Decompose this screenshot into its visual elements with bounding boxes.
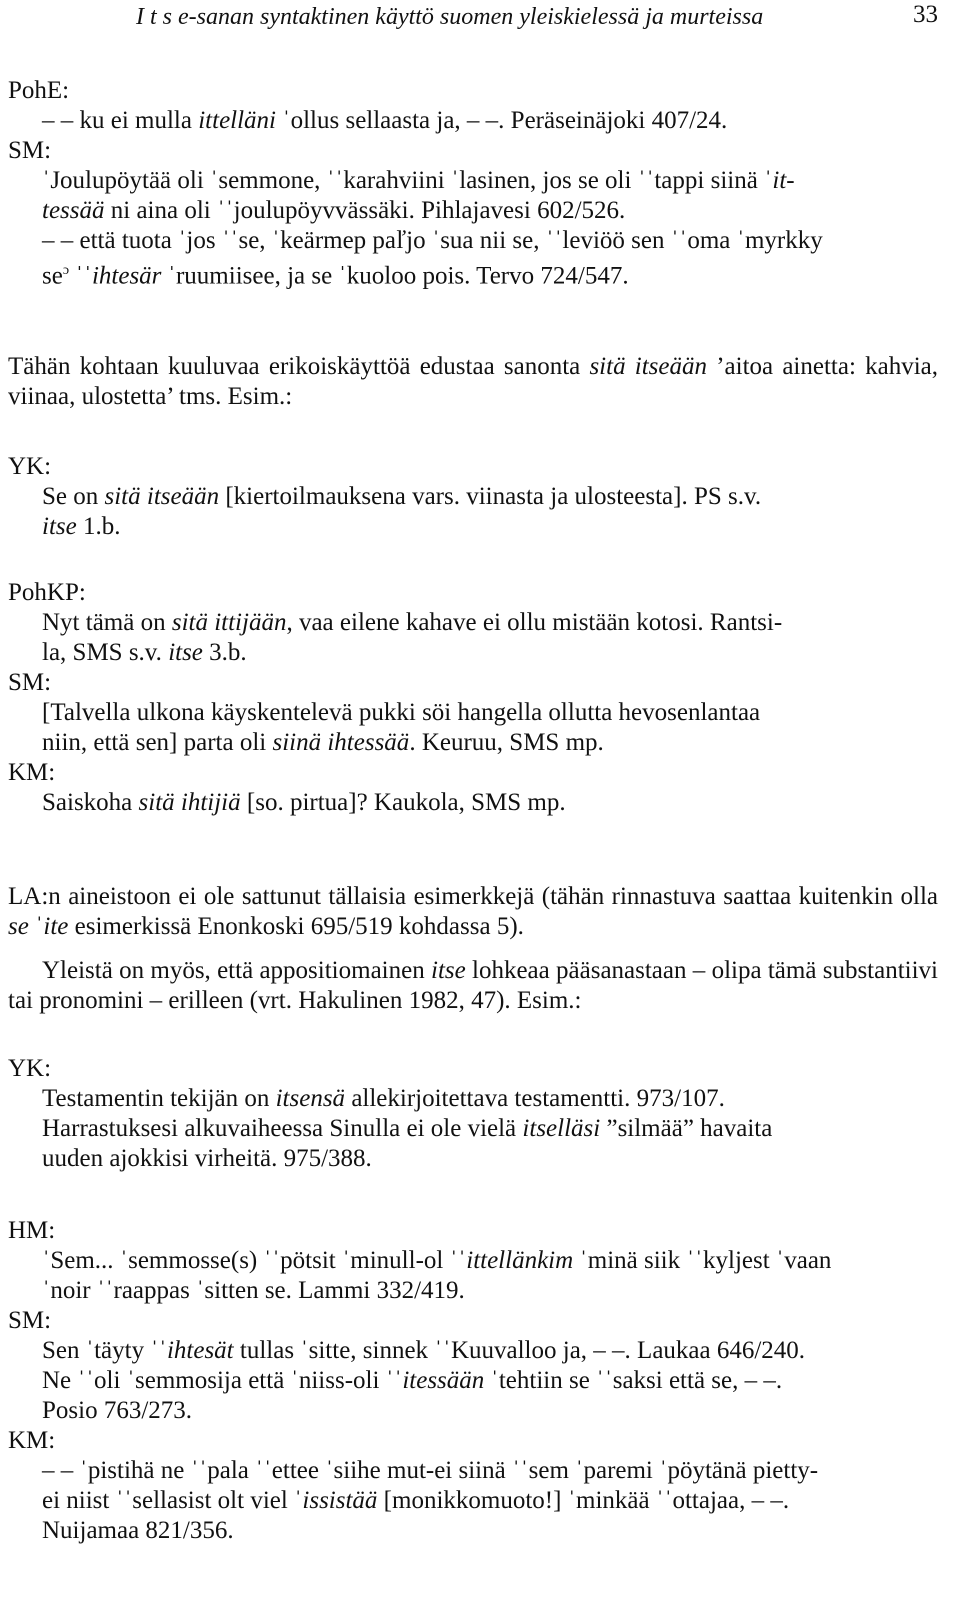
example-line: uuden ajokkisi virheitä. 975/388. — [42, 1145, 372, 1172]
example-block-1 — [8, 76, 938, 291]
example-block-5 — [8, 1216, 938, 1546]
example-line: Testamentin tekijän on itsensä allekirjoitettava testamentti. 973/107. — [42, 1085, 725, 1112]
example-line: ˈJoulupöytää oli ˈsemmone, ˈˈkarahviini ˈlasinen, jos se oli ˈˈtappi siinä ˈit- — [42, 167, 795, 194]
example-line: ei niist ˈˈsellasist olt viel ˈissistää [monikkomuoto!] ˈminkää ˈˈottajaa, – –. — [42, 1487, 790, 1514]
example-line: Posio 763/273. — [42, 1397, 193, 1424]
example-line: Ne ˈˈoli ˈsemmosija että ˈniiss-oli ˈˈitessään ˈtehtiin se ˈˈsaksi että se, – –. — [42, 1367, 783, 1394]
example-line: – – ku ei mulla ittelläni ˈollus sellaasta ja, – –. Peräseinäjoki 407/24. — [42, 107, 728, 134]
example-line: niin, että sen] parta oli siinä ihtessää. Keuruu, SMS mp. — [42, 729, 604, 756]
dialect-label: KM: — [8, 759, 56, 786]
dialect-label: SM: — [8, 137, 52, 164]
dialect-label: PohKP: — [8, 579, 86, 606]
example-line: – – että tuota ˈjos ˈˈse, ˈkeärmep paľjo ˈsua nii se, ˈˈleviöö sen ˈˈoma ˈmyrkky — [42, 227, 823, 254]
dialect-label: SM: — [8, 1307, 52, 1334]
example-line: Nuijamaa 821/356. — [42, 1517, 234, 1544]
example-line: ˈSem... ˈsemmosse(s) ˈˈpötsit ˈminull-ol ˈˈittellänkim ˈminä siik ˈˈkyljest ˈvaan — [42, 1247, 832, 1274]
example-line: – – ˈpistihä ne ˈˈpala ˈˈettee ˈsiihe mut-ei siinä ˈˈsem ˈparemi ˈpöytänä pietty- — [42, 1457, 819, 1484]
dialect-label: KM: — [8, 1427, 56, 1454]
example-block-4 — [8, 1054, 938, 1174]
example-block-3 — [8, 578, 938, 818]
running-header — [8, 0, 948, 34]
example-line: Sen ˈtäyty ˈˈihtesät tullas ˈsitte, sinnek ˈˈKuuvalloo ja, – –. Laukaa 646/240. — [42, 1337, 806, 1364]
dialect-label: YK: — [8, 453, 52, 480]
example-line: ˈnoir ˈˈraappas ˈsitten se. Lammi 332/419. — [42, 1277, 465, 1304]
body-paragraph-1: Tähän kohtaan kuuluvaa erikoiskäyttöä edustaa sanonta sitä itseään ’aitoa ainetta: kahvia, viinaa, ulostetta’ tms. Esim.: — [8, 353, 938, 410]
page-number: 33 — [913, 1, 938, 28]
example-line: Saiskoha sitä ihtijiä [so. pirtua]? Kaukola, SMS mp. — [42, 789, 566, 816]
example-line: Nyt tämä on sitä ittijään, vaa eilene kahave ei ollu mistään kotosi. Rantsi- — [42, 609, 783, 636]
example-block-2 — [8, 452, 938, 542]
example-line: Harrastuksesi alkuvaiheessa Sinulla ei ole vielä itselläsi ”silmää” havaita — [42, 1115, 773, 1142]
example-line: tessää ni aina oli ˈˈjoulupöyvvässäki. Pihlajavesi 602/526. — [42, 197, 626, 224]
example-line: la, SMS s.v. itse 3.b. — [42, 639, 247, 666]
dialect-label: HM: — [8, 1217, 56, 1244]
example-line: [Talvella ulkona käyskentelevä pukki söi hangella ollutta hevosenlantaa — [42, 699, 761, 726]
example-line: Se on sitä itseään [kiertoilmauksena vars. viinasta ja ulosteesta]. PS s.v. — [42, 483, 762, 510]
dialect-label: PohE: — [8, 77, 70, 104]
body-paragraph-3: Yleistä on myös, että appositiomainen itse lohkeaa pääsanastaan – olipa tämä substantiivi tai pronomini – erilleen (vrt. Hakulinen 1982, 47). Esim.: — [8, 957, 938, 1014]
body-paragraph-2: LA:n aineistoon ei ole sattunut tällaisia esimerkkejä (tähän rinnastuva saattaa kuitenkin olla se ˈite esimerkissä Enonkoski 695/519 kohdassa 5). — [8, 883, 938, 940]
dialect-label: YK: — [8, 1055, 52, 1082]
example-line: $se^ɔ$ ˈˈihtesär ˈruumiisee, ja se ˈkuoloo pois. Tervo 724/547. — [42, 262, 629, 290]
example-line: itse 1.b. — [42, 513, 121, 540]
dialect-label: SM: — [8, 669, 52, 696]
running-title: I t s e-sanan syntaktinen käyttö suomen yleiskielessä ja murteissa — [136, 4, 764, 30]
